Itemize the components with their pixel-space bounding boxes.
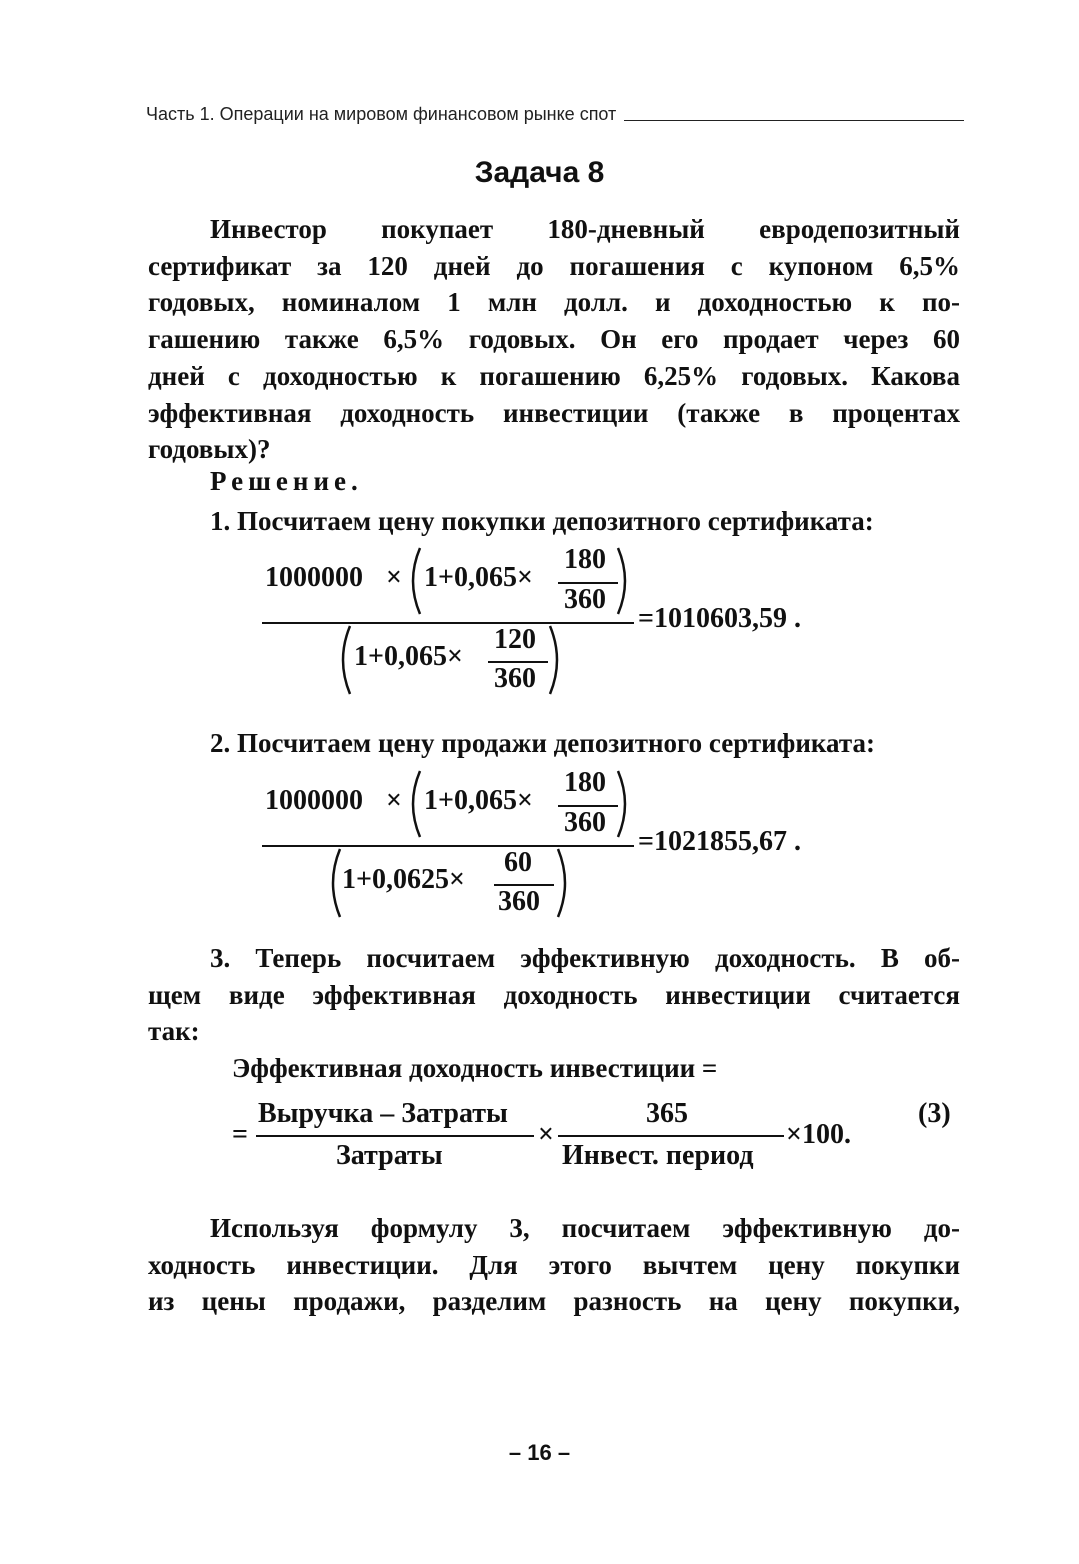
closing-line: ходность инвестиции. Для этого вычтем цену покупки — [148, 1249, 960, 1280]
numerator-expression: 1+0,065× — [424, 785, 533, 816]
step-3-line: 3. Теперь посчитаем эффективную доходность. В об- — [210, 943, 960, 973]
page-title: Задача 8 — [474, 156, 605, 189]
fraction-numerator: 180 — [564, 767, 606, 798]
fraction-numerator: 60 — [504, 847, 532, 878]
closing-text — [148, 1210, 960, 1320]
problem-text — [148, 211, 960, 468]
times-sign: × — [538, 1119, 554, 1150]
left-paren — [324, 847, 344, 919]
fraction-bar — [558, 1135, 784, 1137]
fraction-denominator: 360 — [498, 886, 540, 917]
closing-line: Используя формулу 3, посчитаем эффективную до- — [210, 1213, 960, 1243]
closing-line: из цены продажи, разделим разность на цену покупки, — [148, 1286, 960, 1317]
fraction-numerator: 180 — [564, 544, 606, 575]
fraction-numerator: 365 — [646, 1098, 688, 1129]
step-3-line: щем виде эффективная доходность инвестиции считается — [148, 979, 960, 1010]
right-paren — [546, 624, 566, 696]
step-2-label: 2. Посчитаем цену продажи депозитного сертификата: — [210, 728, 875, 758]
times-sign: × — [386, 562, 402, 593]
formula-3-lhs: Эффективная доходность инвестиции = — [232, 1053, 718, 1083]
main-fraction-bar — [262, 622, 634, 624]
problem-line: годовых)? — [148, 434, 271, 465]
left-paren — [404, 769, 424, 839]
problem-line: эффективная доходность инвестиции (также в процентах — [148, 397, 960, 428]
running-head: Часть 1. Операции на мировом финансовом рынке спот — [146, 104, 617, 124]
equation-number: (3) — [918, 1098, 951, 1129]
fraction-bar — [256, 1135, 534, 1137]
fraction-denominator: 360 — [564, 584, 606, 615]
right-paren — [554, 847, 574, 919]
right-paren — [614, 546, 634, 616]
main-fraction-bar — [262, 845, 634, 847]
header-rule — [624, 120, 964, 121]
solution-label: Решение. — [210, 466, 363, 496]
left-paren — [334, 624, 354, 696]
denominator-expression: 1+0,065× — [354, 641, 463, 672]
fraction-denominator: Инвест. период — [562, 1140, 754, 1171]
right-paren — [614, 769, 634, 839]
nominal-value: 1000000 — [265, 785, 363, 816]
purchase-price-result: =1010603,59 . — [638, 603, 801, 634]
page-number: – 16 – — [508, 1440, 571, 1465]
problem-line: сертификат за 120 дней до погашения с купоном 6,5% — [148, 250, 960, 281]
nominal-value: 1000000 — [265, 562, 363, 593]
problem-line: дней с доходностью к погашению 6,25% годовых. Какова — [148, 360, 960, 391]
multiplier-100: ×100. — [786, 1119, 851, 1150]
step-3-text — [148, 940, 960, 1050]
times-sign: × — [386, 785, 402, 816]
fraction-numerator: 120 — [494, 624, 536, 655]
fraction-numerator: Выручка – Затраты — [258, 1098, 508, 1129]
step-1-label: 1. Посчитаем цену покупки депозитного сертификата: — [210, 506, 874, 536]
problem-line: Инвестор покупает 180-дневный евродепозитный — [210, 214, 960, 244]
problem-line: гашению также 6,5% годовых. Он его продает через 60 — [148, 324, 960, 355]
equals-sign: = — [232, 1119, 248, 1150]
sale-price-result: =1021855,67 . — [638, 826, 801, 857]
left-paren — [404, 546, 424, 616]
denominator-expression: 1+0,0625× — [342, 864, 465, 895]
fraction-denominator: 360 — [494, 663, 536, 694]
step-3-line: так: — [148, 1016, 200, 1047]
fraction-denominator: Затраты — [336, 1140, 443, 1171]
problem-line: годовых, номиналом 1 млн долл. и доходностью к по- — [148, 287, 960, 318]
numerator-expression: 1+0,065× — [424, 562, 533, 593]
fraction-denominator: 360 — [564, 807, 606, 838]
